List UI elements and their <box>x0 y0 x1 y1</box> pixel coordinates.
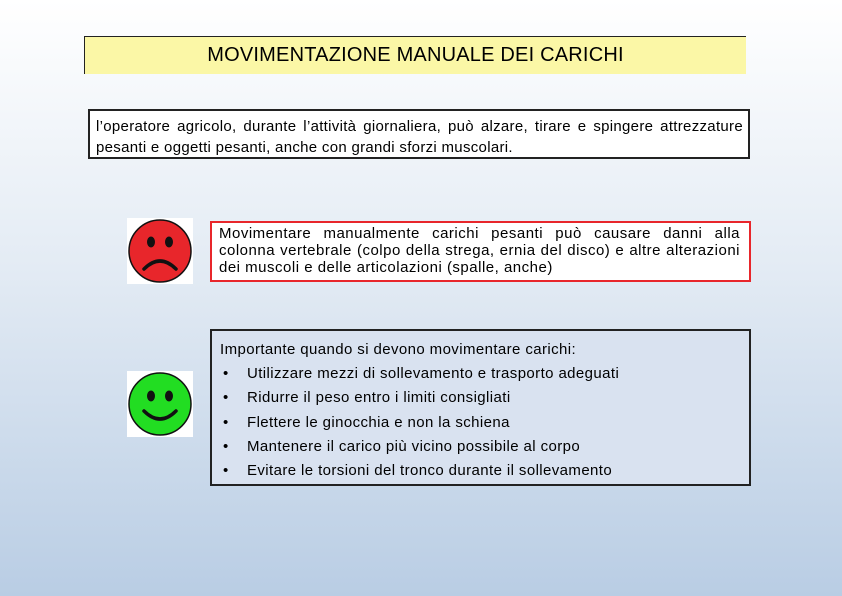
sad-face-icon <box>127 218 193 284</box>
tips-list <box>220 362 741 483</box>
tips-heading: Importante quando si devono movimentare carichi: <box>220 341 577 358</box>
list-item-text: Evitare le torsioni del tronco durante il sollevamento <box>247 462 613 480</box>
title-banner <box>84 36 746 74</box>
list-item <box>220 362 741 386</box>
bullet-icon: • <box>223 365 229 382</box>
list-item-text: Utilizzare mezzi di sollevamento e trasporto adeguati <box>247 365 620 382</box>
happy-face-icon <box>127 371 193 437</box>
list-item-text: Flettere le ginocchia e non la schiena <box>247 413 510 431</box>
list-item-text: Ridurre il peso entro i limiti consigliati <box>247 389 511 407</box>
bullet-icon: • <box>223 413 229 431</box>
list-item <box>220 411 741 435</box>
warning-box: Movimentare manualmente carichi pesanti può causare danni alla colonna vertebrale (colpo della strega, ernia del disco) e altre alterazioni dei muscoli e delle articolazioni (spalle, anche) <box>210 221 751 282</box>
list-item <box>220 459 741 483</box>
list-item <box>220 386 741 410</box>
list-item <box>220 435 741 459</box>
tips-box <box>210 329 751 486</box>
bullet-icon: • <box>223 462 229 480</box>
bullet-icon: • <box>223 437 229 455</box>
intro-box: l’operatore agricolo, durante l’attività giornaliera, può alzare, tirare e spingere attrezzature pesanti e oggetti pesanti, anche con grandi sforzi muscolari. <box>88 109 750 159</box>
list-item-text: Mantenere il carico più vicino possibile al corpo <box>247 437 581 455</box>
page-title: MOVIMENTAZIONE MANUALE DEI CARICHI <box>207 44 624 66</box>
bullet-icon: • <box>223 389 229 407</box>
